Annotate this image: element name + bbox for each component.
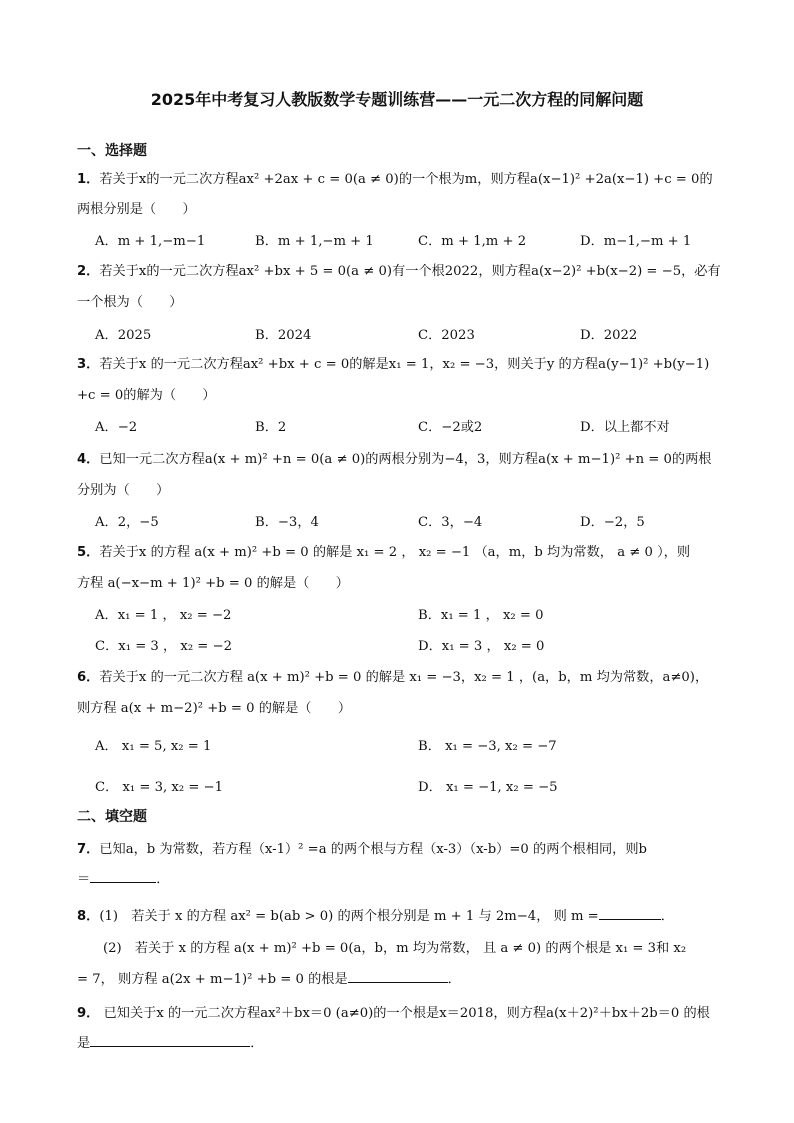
question-5-option-d: D．x₁ = 3 ， x₂ = 0: [418, 639, 545, 654]
question-1-option-d: D．m−1,−m + 1: [580, 234, 692, 249]
question-7-period: ．: [156, 872, 170, 887]
question-8-part-2-period: ．: [447, 972, 461, 987]
question-2-stem-2: 一个根为（ ）: [77, 295, 183, 310]
question-8-part-2-line-1: (2) 若关于 x 的方程 a(x + m)² +b = 0(a，b，m 均为常数， 且 a ≠ 0) 的两个根是 x₁ = 3和 x₂: [103, 941, 687, 956]
question-4-stem-1: 已知一元二次方程a(x + m)² +n = 0(a ≠ 0)的两根分别为−4，3，则方程a(x + m−1)² +n = 0的两根: [99, 452, 712, 467]
question-3-option-a: A．−2: [95, 420, 138, 435]
question-9-period: ．: [250, 1036, 264, 1051]
question-8-part-1: [77, 905, 737, 924]
question-5-stem-1: 若关于x 的方程 a(x + m)² +b = 0 的解是 x₁ = 2 ， x₂ = −1 （a，m，b 均为常数， a ≠ 0 ），则: [99, 545, 691, 560]
question-8-part-2-blank: [348, 970, 448, 983]
question-1-option-a: A．m + 1,−m−1: [95, 234, 206, 249]
question-3-line-1: [77, 353, 737, 372]
question-4-option-b: B．−3，4: [255, 515, 319, 530]
question-4-option-a: A．2，−5: [95, 515, 159, 530]
question-2-option-b: B．2024: [255, 328, 312, 343]
question-9-number: 9．: [77, 1006, 100, 1021]
section-fill-heading: 二、填空题: [77, 809, 147, 825]
question-6-stem-2: 则方程 a(x + m−2)² +b = 0 的解是（ ）: [77, 701, 352, 716]
question-9-line-1: [77, 1002, 737, 1021]
question-8-part-1-text: (1) 若关于 x 的方程 ax² = b(ab > 0) 的两个根分别是 m + 1 与 2m−4， 则 m =: [99, 909, 599, 924]
question-2-option-a: A．2025: [95, 328, 152, 343]
question-9-line-2: [77, 1032, 737, 1051]
question-1-line-1: [77, 168, 737, 187]
question-7-line-2: [77, 868, 737, 887]
question-7-line-1: [77, 838, 737, 857]
question-8-part-2-text: = 7， 则方程 a(2x + m−1)² +b = 0 的根是: [77, 972, 348, 987]
question-6-option-a: A． x₁ = 5, x₂ = 1: [95, 739, 212, 754]
question-9-stem-1: 已知关于x 的一元二次方程ax²＋bx＝0 (a≠0)的一个根是x＝2018，则方程a(x＋2)²＋bx＋2b＝0 的根: [99, 1006, 710, 1021]
question-5-stem-2: 方程 a(−x−m + 1)² +b = 0 的解是（ ）: [77, 576, 349, 591]
question-2-stem-1: 若关于x的一元二次方程ax² +bx + 5 = 0(a ≠ 0)有一个根2022，则方程a(x−2)² +b(x−2) = −5，必有: [99, 264, 721, 279]
document-title: 2025年中考复习人教版数学专题训练营——一元二次方程的同解问题: [150, 90, 644, 109]
question-5-option-b: B．x₁ = 1 ， x₂ = 0: [418, 608, 544, 623]
question-4-number: 4．: [77, 452, 100, 467]
question-3-number: 3．: [77, 357, 100, 372]
question-2-line-1: [77, 260, 737, 279]
question-8-number: 8．: [77, 909, 100, 924]
question-3-option-d: D．以上都不对: [580, 420, 670, 435]
question-6-option-c: C． x₁ = 3, x₂ = −1: [95, 780, 223, 795]
question-3-option-b: B．2: [255, 420, 287, 435]
question-6-option-d: D． x₁ = −1, x₂ = −5: [418, 780, 558, 795]
question-8-part-1-period: ．: [660, 909, 674, 924]
question-2-number: 2．: [77, 264, 100, 279]
question-1-option-c: C．m + 1,m + 2: [418, 234, 527, 249]
question-6-stem-1: 若关于x 的一元二次方程 a(x + m)² +b = 0 的解是 x₁ = −3，x₂ = 1 ，(a，b，m 均为常数，a≠0)，: [99, 670, 709, 685]
question-7-answer-blank: [90, 870, 156, 883]
question-8-part-2-line-2: [77, 968, 737, 987]
question-5-option-a: A．x₁ = 1 ， x₂ = −2: [95, 608, 232, 623]
question-7-equals: ＝: [77, 872, 91, 887]
question-6-number: 6．: [77, 670, 100, 685]
question-6-option-b: B． x₁ = −3, x₂ = −7: [418, 739, 557, 754]
question-3-stem-2: +c = 0的解为（ ）: [77, 388, 216, 403]
question-1-number: 1．: [77, 172, 100, 187]
question-1-option-b: B．m + 1,−m + 1: [255, 234, 374, 249]
question-2-option-c: C．2023: [418, 328, 475, 343]
question-4-line-1: [77, 448, 737, 467]
section-choice-heading: 一、选择题: [77, 143, 147, 159]
question-4-option-c: C．3，−4: [418, 515, 483, 530]
question-5-number: 5．: [77, 545, 100, 560]
question-7-number: 7．: [77, 842, 100, 857]
question-4-option-d: D．−2，5: [580, 515, 645, 530]
question-3-option-c: C．−2或2: [418, 420, 483, 435]
question-1-stem-2: 两根分别是（ ）: [77, 202, 196, 217]
question-5-line-1: [77, 541, 737, 560]
question-1-stem-1: 若关于x的一元二次方程ax² +2ax + c = 0(a ≠ 0)的一个根为m，则方程a(x−1)² +2a(x−1) +c = 0的: [99, 172, 713, 187]
question-7-stem-1: 已知a，b 为常数，若方程（x-1）² =a 的两个根与方程（x-3）（x-b）=0 的两个根相同，则b: [99, 842, 647, 857]
question-9-answer-blank: [90, 1034, 250, 1047]
question-6-line-1: [77, 666, 737, 685]
question-2-option-d: D．2022: [580, 328, 638, 343]
question-8-part-1-blank: [599, 907, 661, 920]
question-3-stem-1: 若关于x 的一元二次方程ax² +bx + c = 0的解是x₁ = 1，x₂ = −3，则关于y 的方程a(y−1)² +b(y−1): [99, 357, 710, 372]
question-4-stem-2: 分别为（ ）: [77, 483, 170, 498]
question-9-prefix: 是: [77, 1036, 91, 1051]
question-5-option-c: C．x₁ = 3 ， x₂ = −2: [95, 639, 232, 654]
